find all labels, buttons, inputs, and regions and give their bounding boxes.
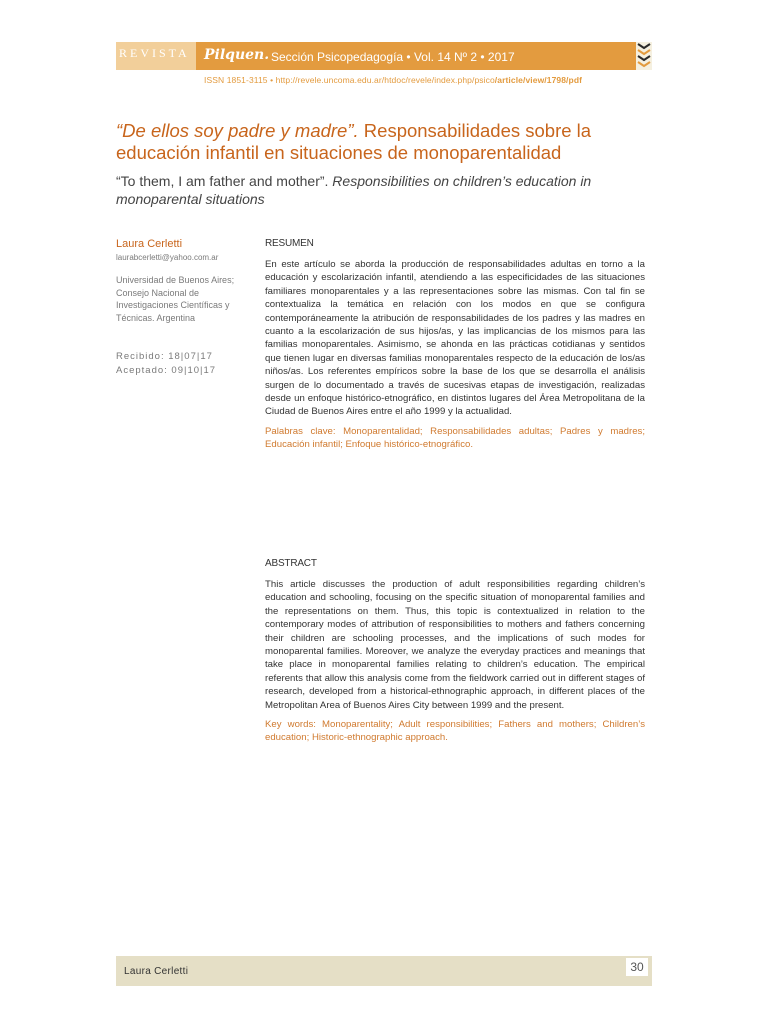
url-prefix: ISSN 1851-3115 • http://revele.uncoma.edu.ar/htdoc/revele/index.php/psico	[204, 75, 495, 85]
author-name: Laura Cerletti	[116, 238, 183, 250]
issn-url-line[interactable]	[204, 75, 582, 85]
chevron-ornament-icon	[636, 42, 652, 70]
page-number: 30	[626, 958, 648, 976]
footer-author: Laura Cerletti	[124, 966, 189, 977]
dates-block	[116, 350, 216, 378]
resumen-body: En este artículo se aborda la producción de responsabilidades adultas en torno a la educación y escolarización infantil, atendiendo a las especificidades de las situaciones familiares monoparentales y a las representaciones sobre las mismas. Con tal fin se contextualiza la temática en relación con los modos en que se configura contemporáneamente la atribución de responsabilidades de los padres y las madres en cuanto a la escolarización de sus hijos/as, y las implicancias de los mismos para las familias monoparentales. Asimismo, se ahonda en las prácticas cotidianas y sentidos que tienen lugar en diversas familias monoparentales respecto de la educación de los/as niños/as. Los referentes empíricos sobre la base de los que se desarrolla el análisis surgen de lo documentado a través de sucesivas etapas de investigación, realizadas desde un enfoque histórico-etnográfico, en distintos lugares del Área Metropolitana de la Ciudad de Buenos Aires entre el año 1999 y la actualidad.	[265, 259, 645, 418]
title-spanish-rest: Responsabilidades sobre la educación infantil en situaciones de monoparentalidad	[116, 120, 592, 163]
author-email[interactable]: laurabcerletti@yahoo.com.ar	[116, 253, 219, 262]
received-date: Recibido: 18|07|17	[116, 351, 213, 362]
journal-header-band	[116, 42, 652, 70]
footer-bar	[116, 956, 652, 986]
title-english	[116, 172, 656, 208]
title-english-quote: “To them, I am father and mother”.	[116, 173, 329, 189]
resumen-keywords: Palabras clave: Monoparentalidad; Responsabilidades adultas; Padres y madres; Educación infantil; Enfoque histórico-etnográfico.	[265, 425, 645, 451]
resumen-heading: RESUMEN	[265, 238, 314, 249]
title-spanish-quote: “De ellos soy padre y madre”.	[116, 120, 359, 141]
section-volume-info: Sección Psicopedagogía • Vol. 14 Nº 2 • 2017	[271, 50, 515, 64]
resumen-section	[265, 238, 645, 452]
abstract-heading: ABSTRACT	[265, 558, 317, 569]
abstract-keywords: Key words: Monoparentality; Adult responsibilities; Fathers and mothers; Children’s education; Historic-ethnographic approach.	[265, 719, 645, 744]
author-affiliation: Universidad de Buenos Aires; Consejo Nacional de Investigaciones Científicas y Técnicas. Argentina	[116, 275, 235, 323]
abstract-body: This article discusses the production of adult responsibilities regarding children’s education and schooling, focusing on the specific situation of monoparental families and the representations on them. Thus, this topic is contextualized in relation to the contemporary modes of attribution of responsibilities to mothers and fathers concerning their children are schooling processes, and the implications of such modes for monoparental families. Moreover, we analyze the everyday practices and meanings that take place in monoparental families relating to children’s education. The empirical referents that allow this analysis come from the fieldwork carried out in different stages of research, developed from a historical-ethnographic approach, in different places of the Metropolitan Area of Buenos Aires City between 1999 and the present.	[265, 579, 645, 711]
title-spanish	[116, 120, 656, 164]
revista-logo-block	[116, 42, 196, 70]
revista-wordmark: REVISTA	[119, 46, 190, 60]
accepted-date: Aceptado: 09|10|17	[116, 365, 217, 376]
abstract-section	[265, 558, 645, 745]
title-english-rest: Responsibilities on children’s education in monoparental situations	[116, 173, 592, 207]
url-suffix: /article/view/1798/pdf	[494, 75, 583, 85]
journal-name: Pilquen.	[204, 47, 270, 63]
